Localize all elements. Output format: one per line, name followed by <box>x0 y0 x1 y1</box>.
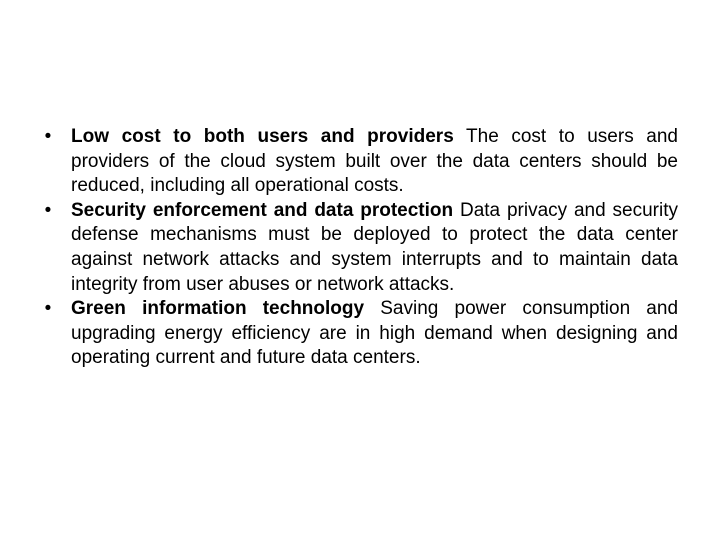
bullet-icon: • <box>44 298 52 320</box>
bullet-body: Saving power consumption and upgrading energy efficiency are in high demand when designing and operating current and future data centers. <box>71 298 679 369</box>
bullet-title: Low cost to both users and providers <box>71 126 454 147</box>
bullet-body: The cost to users and providers of the cloud system built over the data centers should be reduced, including all operational costs. <box>71 126 679 197</box>
bullet-item-green-it <box>38 297 678 371</box>
bullet-item-low-cost <box>38 125 678 199</box>
bullet-item-security <box>38 199 678 297</box>
bullet-icon: • <box>44 199 52 221</box>
bullet-list <box>38 125 678 371</box>
bullet-title: Green information technology <box>71 298 365 320</box>
bullet-icon: • <box>44 126 52 147</box>
bullet-body: Data privacy and security defense mechanisms must be deployed to protect the data center against network attacks and system interrupts and to maintain data integrity from user abuses or network attacks. <box>71 199 678 295</box>
bullet-title: Security enforcement and data protection <box>71 199 454 221</box>
